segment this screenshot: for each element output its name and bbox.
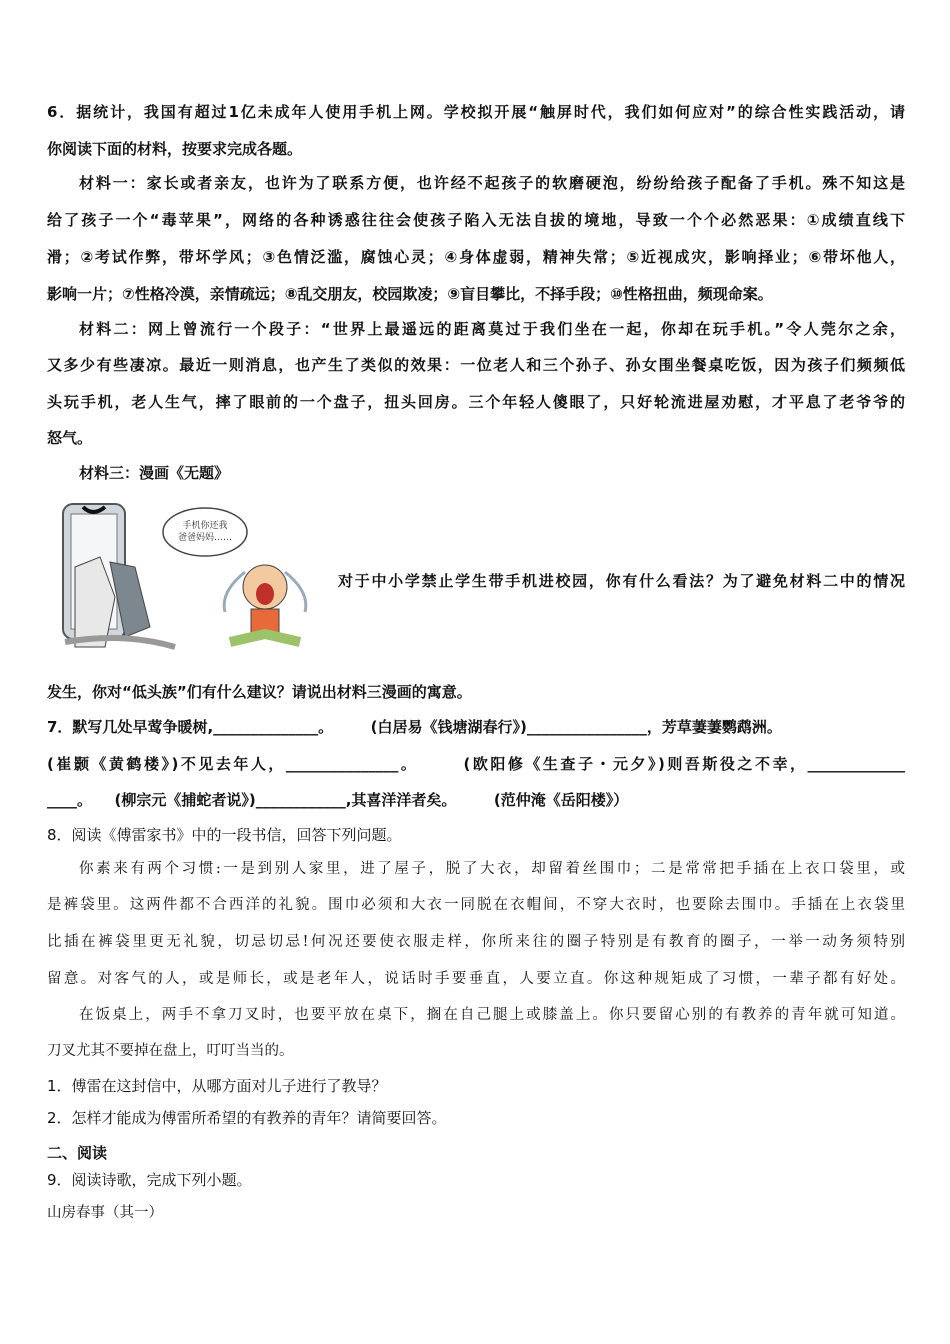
q7-line: 7．默写几处早莺争暖树,______________。 (白居易《钱塘湖春行》)________________，芳草萋萋鹦鹉洲。 — [47, 718, 782, 736]
section-heading: 二、阅读 — [47, 1144, 108, 1162]
q7-line: ____。 (柳宗元《捕蛇者说》)____________,其喜洋洋者矣。 (范仲淹《岳阳楼》） — [47, 791, 629, 809]
q8-passage-line: 比插在裤袋里更无礼貌，切忌切忌!何况还要使衣服走样，你所来往的圈子特别是有教育的圈子，一举一动务须特别 — [47, 934, 905, 950]
svg-text:爸爸妈妈……: 爸爸妈妈…… — [177, 533, 233, 543]
q8-passage-line: 你素来有两个习惯:一是到别人家里，进了屋子，脱了大衣，却留着丝围巾；二是常常把手插在上衣口袋里，或 — [79, 861, 905, 877]
q6-question-line: 对于中小学禁止学生带手机进校园，你有什么看法？为了避免材料二中的情况 — [338, 572, 905, 590]
q6-line: 6．据统计，我国有超过1亿未成年人使用手机上网。学校拟开展“触屏时代，我们如何应对”的综合性实践活动，请 — [47, 103, 905, 121]
material1-line: 材料一：家长或者亲友，也许为了联系方便，也许经不起孩子的软磨硬泡，纷纷给孩子配备了手机。殊不知这是 — [79, 174, 905, 192]
q6-line: 你阅读下面的材料，按要求完成各题。 — [47, 140, 303, 158]
svg-text:手机你还我: 手机你还我 — [182, 521, 228, 531]
q8-passage-line: 是裤袋里。这两件都不合西洋的礼貌。围巾必须和大衣一同脱在衣帽间，不穿大衣时，也要除去围巾。手插在上衣袋里 — [47, 897, 905, 913]
material2-line: 又多少有些凄凉。最近一则消息，也产生了类似的效果：一位老人和三个孙子、孙女围坐餐桌吃饭，因为孩子们频频低 — [47, 356, 905, 374]
q8-passage-line: 留意。对客气的人，或是师长，或是老年人，说话时手要垂直，人要立直。你这种规矩成了习惯，一辈子都有好处。 — [47, 971, 905, 987]
q8-passage-line: 在饭桌上，两手不拿刀叉时，也要平放在桌下，搁在自己腿上或膝盖上。你只要留心别的有教养的青年就可知道。 — [79, 1007, 905, 1023]
material1-line: 影响一片；⑦性格冷漠，亲情疏远；⑧乱交朋友，校园欺凌；⑨盲目攀比，不择手段；⑩性格扭曲，频现命案。 — [47, 285, 773, 303]
material1-line: 滑；②考试作弊，带坏学风；③色情泛滥，腐蚀心灵；④身体虚弱，精神失常；⑤近视成灾，影响择业；⑥带坏他人， — [47, 248, 905, 266]
material1-line: 给了孩子一个“毒苹果”，网络的各种诱惑往往会使孩子陷入无法自拔的境地，导致一个个必然恶果：①成绩直线下 — [47, 211, 905, 229]
cartoon-image — [45, 492, 335, 662]
material2-line: 材料二：网上曾流行一个段子：“世界上最遥远的距离莫过于我们坐在一起，你却在玩手机。”令人莞尔之余， — [79, 320, 905, 338]
q8-passage-line: 刀叉尤其不要掉在盘上，叮叮当当的。 — [47, 1043, 294, 1059]
q6-question-line: 发生，你对“低头族”们有什么建议？请说出材料三漫画的寓意。 — [47, 683, 472, 701]
material3-title: 材料三：漫画《无题》 — [79, 464, 230, 482]
material2-line: 头玩手机，老人生气，摔了眼前的一个盘子，扭头回房。三个年轻人傻眼了，只好轮流进屋劝慰，才平息了老爷爷的 — [47, 393, 905, 411]
q8-title: 8．阅读《傅雷家书》中的一段书信，回答下列问题。 — [47, 826, 402, 844]
material2-line: 怒气。 — [47, 429, 93, 447]
q8-question: 1．傅雷在这封信中，从哪方面对儿子进行了教导？ — [47, 1077, 387, 1095]
q7-line: (崔颢《黄鹤楼》)不见去年人，_______________。 (欧阳修《生查子・元夕》)则吾斯役之不幸，_____________ — [47, 755, 905, 773]
q8-question: 2．怎样才能成为傅雷所希望的有教养的青年？请简要回答。 — [47, 1109, 447, 1127]
q9-title: 9．阅读诗歌，完成下列小题。 — [47, 1171, 252, 1189]
poem-title: 山房春事（其一） — [47, 1205, 163, 1221]
